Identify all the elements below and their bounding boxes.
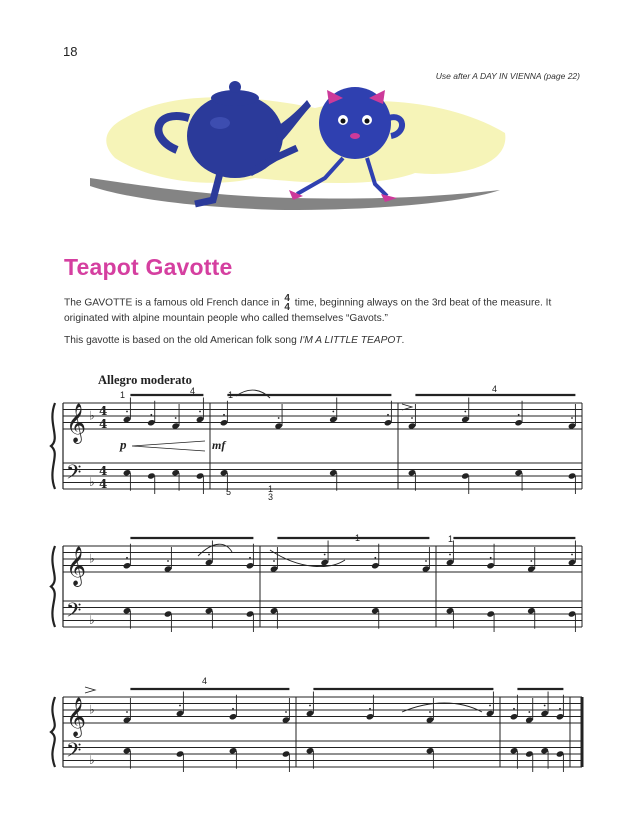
staccato-dot — [528, 711, 530, 713]
staccato-dot — [571, 417, 573, 419]
intro-p2-end: . — [401, 335, 405, 346]
staccato-dot — [285, 711, 287, 713]
time-signature-bottom: 4 — [99, 477, 108, 491]
staccato-dot — [249, 557, 251, 559]
staccato-dot — [309, 705, 311, 707]
fingering-number: 1 — [355, 533, 361, 543]
bass-clef: 𝄢 — [66, 738, 82, 767]
time-bottom: 4 — [284, 302, 290, 313]
brace — [51, 546, 55, 627]
staccato-dot — [489, 705, 491, 707]
fingering-number: 1 — [268, 484, 274, 494]
staccato-dot — [425, 560, 427, 562]
dynamic-mf: mf — [212, 438, 226, 452]
fingering-number: 1 — [228, 390, 234, 400]
flat-sign: ♭ — [89, 551, 95, 566]
staccato-dot — [513, 708, 515, 710]
intro-p1-end: time, beginning always on the 3rd beat of the measure. It originated with alpine mountain people who called themselves “Gavots.” — [64, 297, 552, 324]
staccato-dot — [273, 560, 275, 562]
accent — [85, 687, 95, 693]
staccato-dot — [232, 708, 234, 710]
flat-sign: ♭ — [89, 612, 95, 627]
slur — [402, 703, 482, 712]
staccato-dot — [374, 557, 376, 559]
staccato-dot — [199, 411, 201, 413]
treble-clef: 𝄞 — [66, 697, 87, 737]
dynamic-p: p — [120, 437, 127, 452]
staccato-dot — [559, 708, 561, 710]
time-signature-top: 4 — [99, 404, 108, 418]
staccato-dot — [223, 414, 225, 416]
fingering-number: 5 — [226, 487, 232, 497]
page-title: Teapot Gavotte — [64, 254, 233, 280]
tempo-marking: Allegro moderato — [98, 373, 192, 387]
brace — [51, 697, 55, 767]
bass-clef: 𝄢 — [66, 598, 82, 627]
staccato-dot — [449, 554, 451, 556]
usage-reference: Use after A DAY IN VIENNA (page 22) — [435, 71, 580, 81]
staccato-dot — [167, 560, 169, 562]
song-title: I'M A LITTLE TEAPOT — [299, 335, 402, 346]
flat-sign: ♭ — [89, 408, 95, 423]
staccato-dot — [126, 557, 128, 559]
staccato-dot — [530, 560, 532, 562]
staccato-dot — [324, 554, 326, 556]
staccato-dot — [544, 705, 546, 707]
brace — [51, 403, 55, 489]
crescendo-hairpin — [132, 441, 205, 451]
staccato-dot — [175, 417, 177, 419]
treble-clef: 𝄞 — [66, 546, 87, 586]
staccato-dot — [126, 411, 128, 413]
flat-sign: ♭ — [89, 702, 95, 717]
staccato-dot — [150, 414, 152, 416]
flat-sign: ♭ — [89, 474, 95, 489]
time-signature-top: 4 — [99, 464, 108, 478]
staccato-dot — [369, 708, 371, 710]
treble-clef: 𝄞 — [66, 403, 87, 443]
fingering-number: 1 — [448, 534, 454, 544]
flat-sign: ♭ — [89, 752, 95, 767]
page-number: 18 — [63, 44, 78, 59]
fingering-number: 4 — [190, 386, 196, 396]
intro-p1-start: The GAVOTTE is a famous old French dance in — [64, 297, 280, 309]
staccato-dot — [429, 711, 431, 713]
staccato-dot — [332, 411, 334, 413]
fingering-number: 4 — [202, 676, 208, 686]
staccato-dot — [208, 554, 210, 556]
staccato-dot — [518, 414, 520, 416]
staccato-dot — [278, 417, 280, 419]
intro-p2-start: This gavotte is based on the old American folk song — [64, 335, 297, 346]
fingering-number: 4 — [492, 384, 498, 394]
staccato-dot — [571, 554, 573, 556]
fingering-number: 3 — [268, 492, 274, 502]
staccato-dot — [179, 705, 181, 707]
staccato-dot — [126, 711, 128, 713]
time-signature-bottom: 4 — [99, 417, 108, 431]
staccato-dot — [387, 414, 389, 416]
bass-clef: 𝄢 — [66, 460, 82, 489]
staccato-dot — [464, 411, 466, 413]
time-top: 4 — [284, 293, 290, 304]
staccato-dot — [490, 557, 492, 559]
staccato-dot — [411, 417, 413, 419]
fingering-number: 1 — [120, 390, 126, 400]
